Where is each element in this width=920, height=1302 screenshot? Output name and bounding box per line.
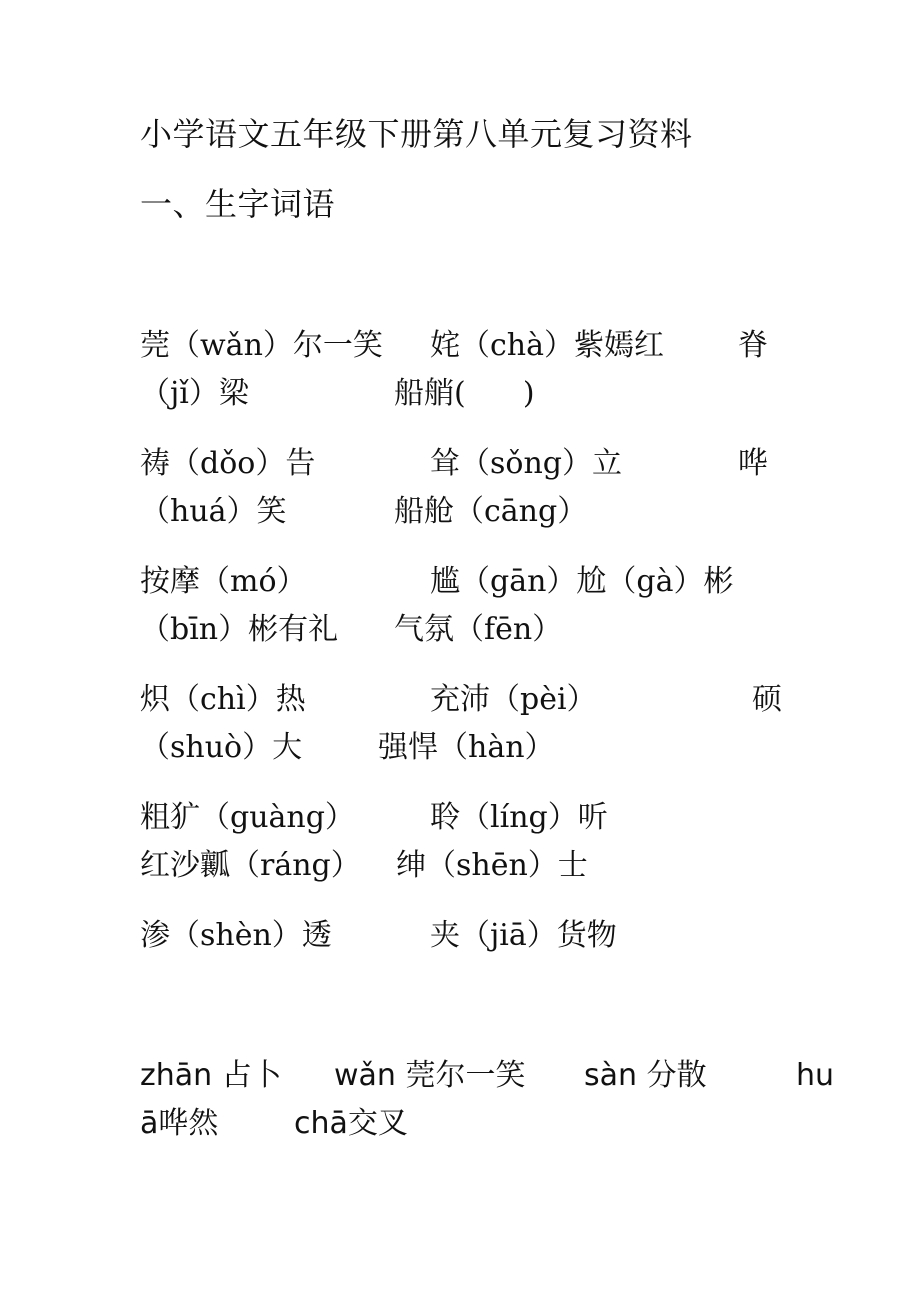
vocab-item: （bīn）彬有礼 xyxy=(140,612,339,647)
vocab-item: 祷（dǒo）告 xyxy=(140,446,316,481)
vocab-item: 船艄( ) xyxy=(394,376,535,411)
vocab-item: 渗（shèn）透 xyxy=(140,918,332,953)
vocab-item: 哗 xyxy=(738,446,768,481)
pinyin-item: wǎn 莞尔一笑 xyxy=(334,1058,526,1093)
pinyin-item: sàn 分散 xyxy=(584,1058,707,1093)
vocab-item: 夹（jiā）货物 xyxy=(430,918,617,953)
pinyin-item: ā哗然 xyxy=(140,1106,219,1141)
vocab-item: 耸（sǒng）立 xyxy=(430,446,622,481)
vocab-item: 粗犷（guàng） xyxy=(140,800,355,835)
vocab-item: 绅（shēn）士 xyxy=(396,848,588,883)
vocab-item: （huá）笑 xyxy=(140,494,287,529)
vocab-item: 姹（chà）紫嫣红 xyxy=(430,328,665,363)
vocab-item: 莞（wǎn）尔一笑 xyxy=(140,328,383,363)
vocab-item: 硕 xyxy=(752,682,782,717)
vocab-item: 气氛（fēn） xyxy=(394,612,563,647)
section-heading: 一、生字词语 xyxy=(140,185,336,223)
vocab-item: 按摩（mó） xyxy=(140,564,307,599)
vocab-item: 聆（líng）听 xyxy=(430,800,608,835)
vocab-item: 红沙瓤（ráng） xyxy=(140,848,361,883)
vocab-item: 尴（gān）尬（gà）彬 xyxy=(430,564,734,599)
pinyin-item: hu xyxy=(796,1058,835,1093)
pinyin-item: zhān 占卜 xyxy=(140,1058,282,1093)
document-title: 小学语文五年级下册第八单元复习资料 xyxy=(140,115,693,153)
vocab-item: 脊 xyxy=(738,328,768,363)
vocab-item: 船舱（cāng） xyxy=(394,494,588,529)
pinyin-item: chā交叉 xyxy=(294,1106,408,1141)
vocab-item: （jǐ）梁 xyxy=(140,376,249,411)
vocab-item: （shuò）大 xyxy=(140,730,303,765)
vocab-item: 强悍（hàn） xyxy=(378,730,555,765)
vocab-item: 充沛（pèi） xyxy=(430,682,597,717)
vocab-item: 炽（chì）热 xyxy=(140,682,306,717)
